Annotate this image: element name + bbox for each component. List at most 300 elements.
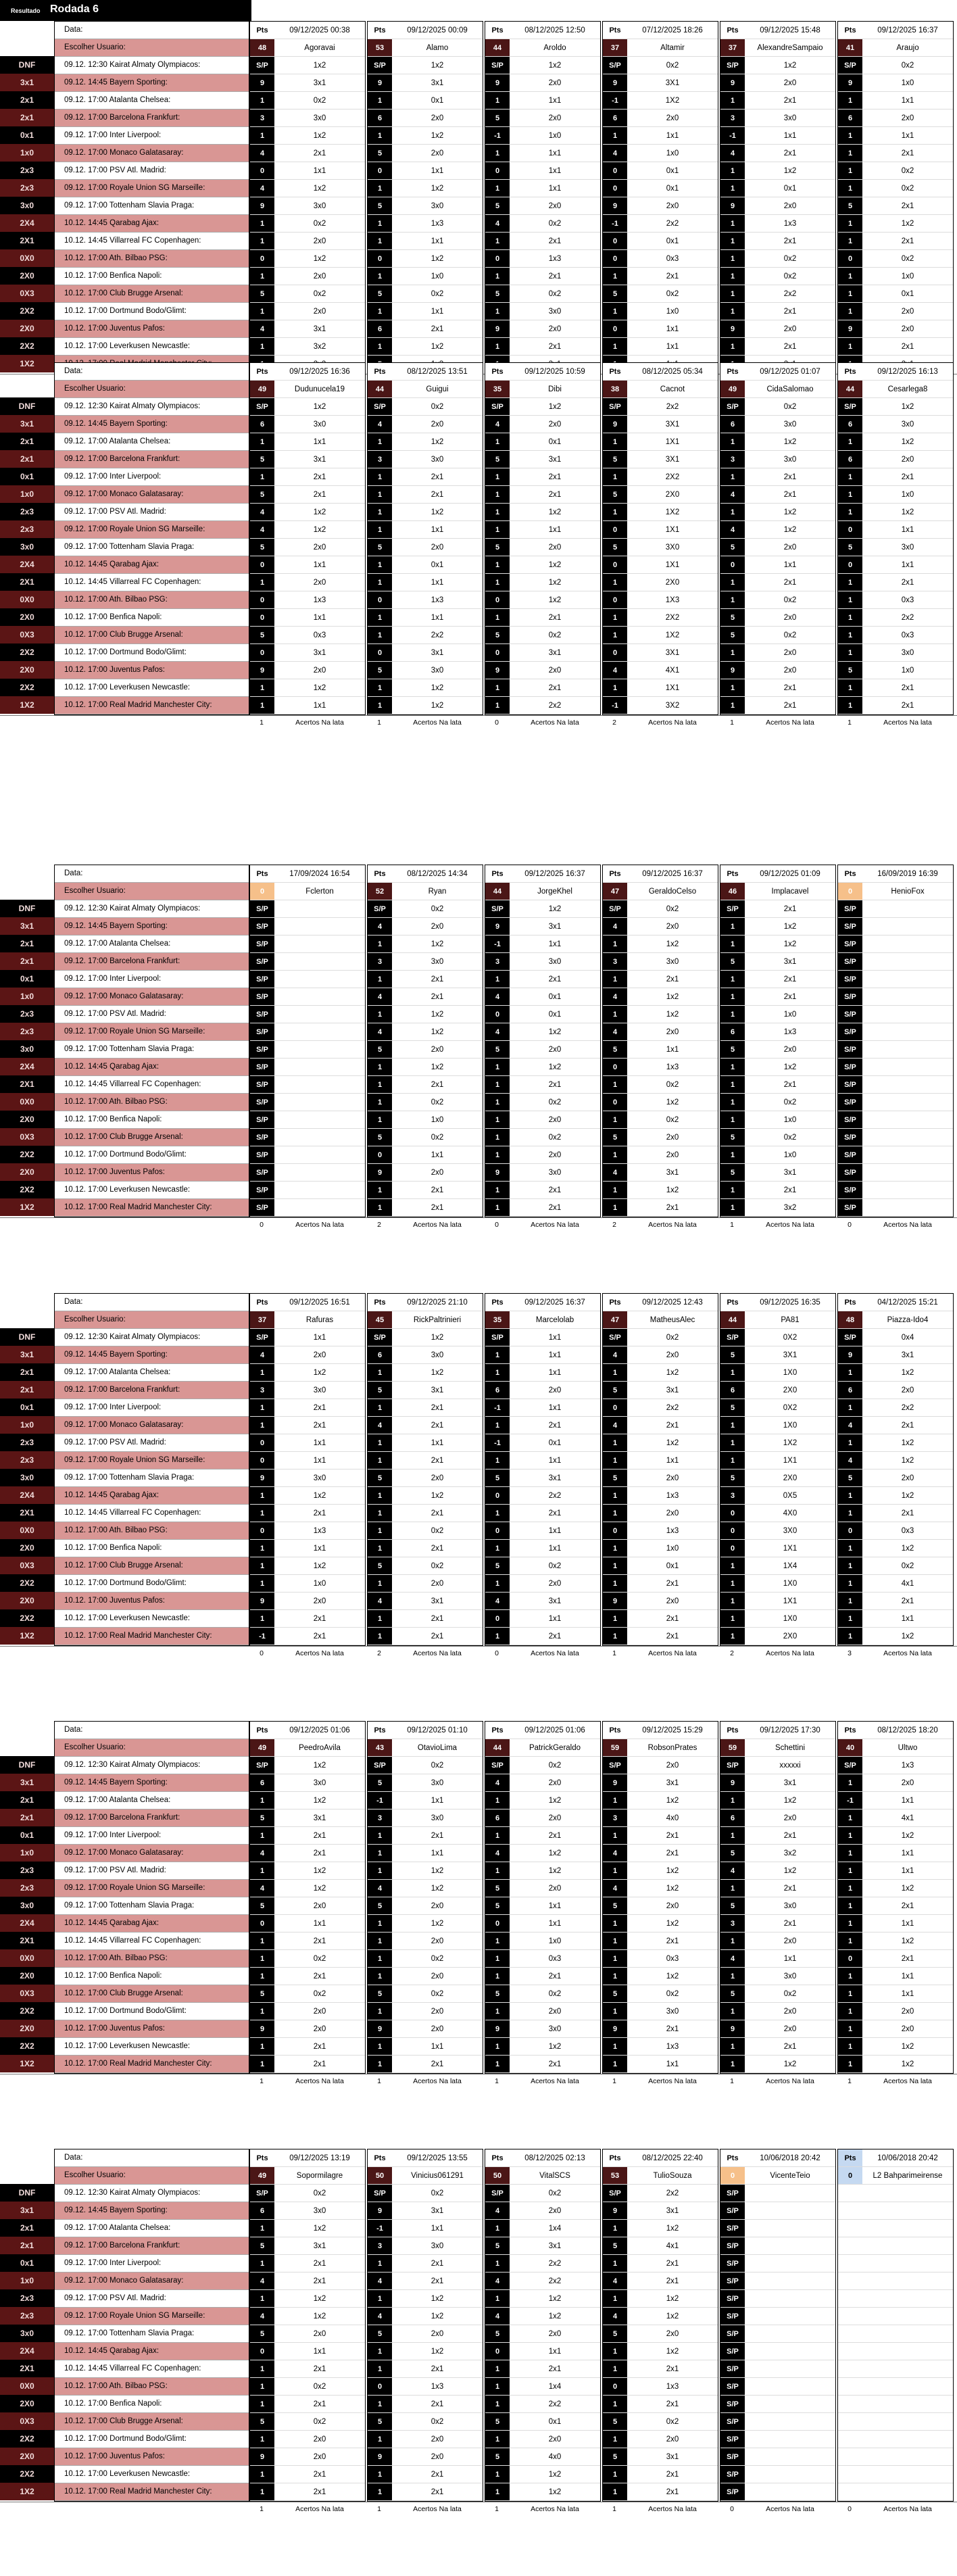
prediction-row bbox=[485, 1522, 600, 1540]
player-name[interactable]: MatheusAlec bbox=[649, 1316, 695, 1324]
prediction-points: S/P bbox=[838, 1111, 862, 1128]
prediction-score: 1x4 bbox=[548, 2225, 562, 2233]
prediction-score bbox=[745, 2413, 835, 2430]
prediction-points: 5 bbox=[485, 285, 510, 302]
prediction-score: 1x1 bbox=[548, 1527, 562, 1535]
prediction-row bbox=[485, 1023, 600, 1041]
prediction-points: 0 bbox=[603, 180, 627, 197]
game-row: 09.12. 17:00 Tottenham Slavia Praga: bbox=[55, 1897, 249, 1915]
prediction-row bbox=[485, 1774, 600, 1792]
prediction-points: 1 bbox=[250, 303, 274, 320]
prediction-score: 1X1 bbox=[783, 1597, 798, 1605]
player-date-row bbox=[720, 363, 835, 381]
prediction-row bbox=[368, 1346, 483, 1364]
prediction-row bbox=[720, 1968, 835, 1985]
result-label-cell: 1x0 bbox=[0, 2272, 54, 2289]
prediction-points: 0 bbox=[838, 250, 862, 267]
prediction-row bbox=[485, 1968, 600, 1985]
prediction-row bbox=[603, 320, 718, 338]
prediction-score: 1x2 bbox=[431, 1334, 444, 1342]
prediction-points: 4 bbox=[250, 1845, 274, 1862]
prediction-points: 1 bbox=[250, 2220, 274, 2237]
player-user-row[interactable] bbox=[720, 381, 835, 398]
game-row: 09.12. 17:00 Royale Union SG Marseille: bbox=[55, 1023, 249, 1041]
player-date-row bbox=[603, 1294, 718, 1311]
user-select-label[interactable]: Escolher Usuario: bbox=[55, 1739, 249, 1757]
prediction-score bbox=[862, 1041, 953, 1058]
prediction-score bbox=[745, 2378, 835, 2395]
user-select-label[interactable]: Escolher Usuario: bbox=[55, 1311, 249, 1329]
player-date: 09/12/2025 01:10 bbox=[407, 1726, 468, 1734]
player-user-row[interactable] bbox=[720, 2167, 835, 2185]
prediction-row bbox=[603, 1146, 718, 1164]
prediction-score: 0x2 bbox=[783, 596, 797, 604]
prediction-score: 4x1 bbox=[666, 2242, 679, 2250]
player-name[interactable]: PeedroAvila bbox=[299, 1744, 341, 1752]
prediction-row bbox=[603, 2003, 718, 2020]
prediction-row bbox=[603, 1792, 718, 1809]
prediction-row bbox=[838, 127, 953, 145]
prediction-score: 1x1 bbox=[901, 561, 914, 569]
user-select-label[interactable]: Escolher Usuario: bbox=[55, 883, 249, 900]
prediction-score: 2x0 bbox=[901, 2025, 914, 2033]
player-name[interactable]: L2 Bahparimeirense bbox=[873, 2172, 943, 2180]
player-name[interactable]: TulioSouza bbox=[653, 2172, 692, 2180]
prediction-points: 1 bbox=[838, 486, 862, 503]
player-name[interactable]: VicenteTeio bbox=[770, 2172, 810, 2180]
prediction-row bbox=[485, 197, 600, 215]
player-name[interactable]: Cesarlega8 bbox=[887, 385, 928, 393]
prediction-score: 2x1 bbox=[901, 237, 914, 245]
player-date: 09/12/2025 00:38 bbox=[289, 26, 350, 34]
prediction-points: S/P bbox=[250, 1023, 274, 1040]
prediction-row bbox=[603, 250, 718, 268]
prediction-row bbox=[720, 504, 835, 521]
prediction-points: 1 bbox=[250, 2360, 274, 2377]
prediction-points: 1 bbox=[838, 1809, 862, 1826]
prediction-points: 1 bbox=[838, 2038, 862, 2055]
prediction-score: 1x1 bbox=[901, 1615, 914, 1623]
player-name[interactable]: Alamo bbox=[426, 44, 449, 52]
player-date-row bbox=[368, 363, 483, 381]
prediction-score: 2x1 bbox=[431, 2260, 444, 2268]
prediction-row bbox=[250, 609, 365, 627]
prediction-row bbox=[485, 1880, 600, 1897]
prediction-row bbox=[250, 1041, 365, 1059]
prediction-points: 1 bbox=[838, 1628, 862, 1645]
player-user-row[interactable] bbox=[838, 381, 953, 398]
prediction-row bbox=[720, 2056, 835, 2073]
player-user-row[interactable] bbox=[250, 2167, 365, 2185]
player-column bbox=[720, 2149, 836, 2502]
prediction-points: 0 bbox=[838, 521, 862, 538]
prediction-row bbox=[250, 1076, 365, 1094]
prediction-points: 1 bbox=[838, 697, 862, 714]
prediction-points: 0 bbox=[720, 1505, 745, 1522]
game-row: 10.12. 17:00 Benfica Napoli: bbox=[55, 1968, 249, 1985]
prediction-points: 1 bbox=[603, 1006, 627, 1023]
prediction-row bbox=[250, 1522, 365, 1540]
player-user-row[interactable] bbox=[485, 1311, 600, 1329]
prediction-row bbox=[368, 574, 483, 591]
player-user-row[interactable] bbox=[720, 1739, 835, 1757]
prediction-row bbox=[720, 2003, 835, 2020]
prediction-score: 2x1 bbox=[313, 2488, 326, 2496]
player-user-row[interactable] bbox=[368, 1311, 483, 1329]
prediction-score: 1x2 bbox=[548, 579, 562, 587]
prediction-score: 1X3 bbox=[665, 596, 680, 604]
player-user-row[interactable] bbox=[603, 883, 718, 900]
prediction-row bbox=[250, 1610, 365, 1628]
prediction-score: 2x0 bbox=[313, 2330, 326, 2338]
player-name[interactable]: VitalSCS bbox=[539, 2172, 570, 2180]
prediction-row bbox=[250, 486, 365, 504]
player-user-row[interactable] bbox=[485, 381, 600, 398]
player-name[interactable]: Araujo bbox=[896, 44, 919, 52]
prediction-row bbox=[368, 1862, 483, 1880]
prediction-points: 5 bbox=[838, 1469, 862, 1486]
player-name[interactable]: RickPaltrinieri bbox=[413, 1316, 462, 1324]
player-user-row[interactable] bbox=[838, 39, 953, 57]
player-user-row[interactable] bbox=[250, 883, 365, 900]
acertos-label: Acertos Na lata bbox=[766, 719, 814, 727]
game-row: 09.12. 17:00 Atalanta Chelsea: bbox=[55, 1364, 249, 1382]
prediction-row bbox=[250, 918, 365, 935]
prediction-row bbox=[603, 2483, 718, 2501]
player-user-row[interactable] bbox=[368, 2167, 483, 2185]
prediction-score: 2x0 bbox=[783, 325, 797, 333]
prediction-row bbox=[720, 1915, 835, 1933]
prediction-score bbox=[862, 2431, 953, 2448]
prediction-score: 2x1 bbox=[666, 2025, 679, 2033]
prediction-points: 1 bbox=[838, 338, 862, 355]
player-user-row[interactable] bbox=[250, 1739, 365, 1757]
player-name[interactable]: Marcelolab bbox=[535, 1316, 574, 1324]
prediction-row bbox=[720, 1399, 835, 1417]
prediction-row bbox=[838, 679, 953, 697]
player-name[interactable]: Dibi bbox=[548, 385, 562, 393]
player-name[interactable]: Agoravai bbox=[304, 44, 335, 52]
acertos-cell bbox=[367, 2074, 483, 2088]
prediction-row bbox=[368, 521, 483, 539]
player-name[interactable]: Altamir bbox=[660, 44, 685, 52]
prediction-points: S/P bbox=[603, 1329, 627, 1346]
player-name[interactable]: Fclerton bbox=[305, 888, 334, 896]
prediction-score: 2x0 bbox=[783, 666, 797, 675]
pts-header: Pts bbox=[609, 26, 621, 34]
prediction-score: 1x1 bbox=[313, 1439, 326, 1447]
player-user-row[interactable] bbox=[368, 1739, 483, 1757]
prediction-row bbox=[603, 1950, 718, 1968]
prediction-score: 2x0 bbox=[431, 923, 444, 931]
prediction-row bbox=[368, 2202, 483, 2220]
player-total: 43 bbox=[368, 1739, 392, 1756]
prediction-row bbox=[485, 1469, 600, 1487]
prediction-score: 1X0 bbox=[783, 1421, 798, 1430]
player-name[interactable]: Schettini bbox=[775, 1744, 806, 1752]
prediction-score: 1x1 bbox=[313, 167, 326, 175]
prediction-row bbox=[368, 2413, 483, 2431]
prediction-points: 1 bbox=[368, 1575, 392, 1592]
prediction-points: 4 bbox=[838, 1417, 862, 1434]
player-date-row bbox=[838, 22, 953, 39]
player-total: 37 bbox=[250, 1311, 274, 1328]
prediction-row bbox=[485, 1399, 600, 1417]
player-user-row[interactable] bbox=[603, 1739, 718, 1757]
player-block bbox=[0, 1721, 957, 2087]
acertos-label: Acertos Na lata bbox=[648, 2505, 697, 2513]
player-user-row[interactable] bbox=[603, 2167, 718, 2185]
prediction-row bbox=[603, 1469, 718, 1487]
player-total: 50 bbox=[485, 2167, 510, 2184]
prediction-points: 1 bbox=[603, 679, 627, 696]
prediction-points: 4 bbox=[250, 1880, 274, 1897]
pts-header: Pts bbox=[256, 870, 268, 878]
prediction-score: 2x1 bbox=[431, 1081, 444, 1089]
games-column bbox=[54, 1721, 249, 2074]
prediction-points: 9 bbox=[720, 74, 745, 91]
player-user-row[interactable] bbox=[250, 1311, 365, 1329]
prediction-points: 3 bbox=[603, 1809, 627, 1826]
prediction-row bbox=[250, 2325, 365, 2343]
prediction-row bbox=[603, 679, 718, 697]
player-user-row[interactable] bbox=[485, 39, 600, 57]
prediction-points: 0 bbox=[603, 1522, 627, 1539]
prediction-points: 1 bbox=[838, 268, 862, 285]
prediction-points: 1 bbox=[838, 215, 862, 232]
game-row: 09.12. 14:45 Bayern Sporting: bbox=[55, 416, 249, 433]
game-row: 09.12. 17:00 Royale Union SG Marseille: bbox=[55, 2308, 249, 2325]
prediction-points: 5 bbox=[368, 1129, 392, 1146]
player-user-row[interactable] bbox=[250, 381, 365, 398]
prediction-row bbox=[603, 2413, 718, 2431]
player-user-row[interactable] bbox=[368, 883, 483, 900]
player-name[interactable]: Cacnot bbox=[660, 385, 685, 393]
prediction-row bbox=[485, 679, 600, 697]
prediction-row bbox=[368, 1575, 483, 1593]
prediction-score: 1X2 bbox=[665, 508, 680, 516]
prediction-row bbox=[720, 110, 835, 127]
prediction-points: 9 bbox=[720, 662, 745, 679]
player-date-row bbox=[250, 865, 365, 883]
player-name[interactable]: Ultwo bbox=[898, 1744, 918, 1752]
prediction-row bbox=[720, 215, 835, 233]
prediction-row bbox=[368, 2038, 483, 2056]
prediction-score: 3x0 bbox=[431, 1814, 444, 1822]
prediction-row bbox=[720, 468, 835, 486]
prediction-score: 0x2 bbox=[548, 1134, 562, 1142]
prediction-score: 1x2 bbox=[666, 1867, 679, 1875]
player-date-row bbox=[250, 1722, 365, 1739]
prediction-score: 1x2 bbox=[666, 1797, 679, 1805]
game-row: 10.12. 17:00 Juventus Pafos: bbox=[55, 1164, 249, 1182]
prediction-points: 1 bbox=[485, 2003, 510, 2020]
prediction-points: 5 bbox=[368, 1985, 392, 2002]
prediction-row bbox=[838, 935, 953, 953]
player-user-row[interactable] bbox=[720, 39, 835, 57]
prediction-row bbox=[720, 250, 835, 268]
prediction-score: 1x2 bbox=[548, 508, 562, 516]
player-name[interactable]: Sopormilagre bbox=[296, 2172, 343, 2180]
acertos-label: Acertos Na lata bbox=[883, 1649, 932, 1657]
player-user-row[interactable] bbox=[250, 39, 365, 57]
prediction-row bbox=[720, 416, 835, 433]
prediction-points: 1 bbox=[720, 1968, 745, 1985]
player-user-row[interactable] bbox=[368, 381, 483, 398]
user-select-label[interactable]: Escolher Usuario: bbox=[55, 2167, 249, 2185]
prediction-points: 1 bbox=[603, 468, 627, 485]
prediction-score: 1x2 bbox=[901, 1457, 914, 1465]
prediction-row bbox=[603, 2448, 718, 2466]
prediction-points: 0 bbox=[485, 2343, 510, 2360]
player-name[interactable]: GeraldoCelso bbox=[648, 888, 697, 896]
prediction-row bbox=[250, 1111, 365, 1129]
prediction-row bbox=[720, 1346, 835, 1364]
result-label-cell: 2X2 bbox=[0, 1574, 54, 1592]
result-label-cell: 2X4 bbox=[0, 556, 54, 573]
player-name[interactable]: CidaSalomao bbox=[766, 385, 814, 393]
player-date-row bbox=[838, 2149, 953, 2167]
player-name[interactable]: Vinicius061291 bbox=[411, 2172, 464, 2180]
prediction-row bbox=[250, 1845, 365, 1862]
pts-header: Pts bbox=[374, 26, 386, 34]
prediction-row bbox=[720, 1417, 835, 1434]
player-user-row[interactable] bbox=[603, 381, 718, 398]
prediction-points bbox=[838, 2360, 862, 2377]
result-label-cell: 2X2 bbox=[0, 2002, 54, 2020]
prediction-row bbox=[720, 1628, 835, 1645]
prediction-points: S/P bbox=[485, 1329, 510, 1346]
player-name[interactable]: Guigui bbox=[426, 385, 449, 393]
game-row: 09.12. 17:00 Monaco Galatasaray: bbox=[55, 1417, 249, 1434]
prediction-points: 1 bbox=[603, 1862, 627, 1879]
prediction-points: 3 bbox=[250, 110, 274, 126]
prediction-points: 9 bbox=[838, 320, 862, 337]
player-user-row[interactable] bbox=[838, 883, 953, 900]
prediction-score: 1x1 bbox=[431, 237, 444, 245]
player-user-row[interactable] bbox=[485, 2167, 600, 2185]
player-date: 09/12/2025 01:06 bbox=[289, 1726, 350, 1734]
player-user-row[interactable] bbox=[720, 1311, 835, 1329]
player-user-row[interactable] bbox=[603, 1311, 718, 1329]
prediction-row bbox=[485, 1346, 600, 1364]
prediction-points: -1 bbox=[603, 215, 627, 232]
player-user-row[interactable] bbox=[603, 39, 718, 57]
player-name[interactable]: PatrickGeraldo bbox=[529, 1744, 581, 1752]
prediction-points: S/P bbox=[838, 57, 862, 74]
prediction-points: S/P bbox=[250, 398, 274, 415]
player-name[interactable]: AlexandreSampaio bbox=[757, 44, 823, 52]
prediction-points: 1 bbox=[485, 92, 510, 109]
player-user-row[interactable] bbox=[485, 883, 600, 900]
prediction-row bbox=[720, 1950, 835, 1968]
prediction-row bbox=[368, 900, 483, 918]
player-name[interactable]: Rafuras bbox=[305, 1316, 334, 1324]
prediction-row bbox=[250, 1417, 365, 1434]
user-select-label[interactable]: Escolher Usuario: bbox=[55, 381, 249, 398]
player-user-row[interactable] bbox=[368, 39, 483, 57]
prediction-points: 9 bbox=[720, 1774, 745, 1791]
prediction-score: 2x1 bbox=[783, 1920, 797, 1928]
acertos-label: Acertos Na lata bbox=[413, 1221, 462, 1229]
prediction-points: 1 bbox=[603, 2396, 627, 2412]
prediction-row bbox=[603, 1915, 718, 1933]
user-select-label[interactable]: Escolher Usuario: bbox=[55, 39, 249, 57]
player-name[interactable]: Dudunucela19 bbox=[294, 385, 345, 393]
player-user-row[interactable] bbox=[838, 1739, 953, 1757]
prediction-score: 1X2 bbox=[783, 1439, 798, 1447]
prediction-points: 1 bbox=[250, 2466, 274, 2483]
prediction-score: 1x2 bbox=[548, 2488, 562, 2496]
player-name[interactable]: Aroldo bbox=[543, 44, 566, 52]
prediction-score: 0x2 bbox=[783, 255, 797, 263]
prediction-score: 1x0 bbox=[666, 1545, 679, 1553]
prediction-points: 4 bbox=[603, 1417, 627, 1434]
player-user-row[interactable] bbox=[838, 1311, 953, 1329]
prediction-score: 2x1 bbox=[783, 975, 797, 983]
prediction-points: 5 bbox=[485, 2413, 510, 2430]
prediction-points: 1 bbox=[838, 1774, 862, 1791]
prediction-score: 1x1 bbox=[431, 1849, 444, 1857]
player-name[interactable]: Ryan bbox=[428, 888, 447, 896]
result-label-cell: 2x3 bbox=[0, 179, 54, 197]
prediction-points: 5 bbox=[838, 197, 862, 214]
player-user-row[interactable] bbox=[720, 883, 835, 900]
prediction-points: 1 bbox=[368, 2483, 392, 2500]
prediction-score: 2X0 bbox=[783, 1632, 798, 1641]
prediction-points: S/P bbox=[720, 2325, 745, 2342]
prediction-row bbox=[603, 180, 718, 197]
prediction-points: 1 bbox=[368, 1628, 392, 1645]
player-name[interactable]: Piazza-Ido4 bbox=[887, 1316, 929, 1324]
player-total: 44 bbox=[720, 1311, 745, 1328]
player-name[interactable]: OtavioLima bbox=[417, 1744, 458, 1752]
player-name[interactable]: JorgeKhel bbox=[537, 888, 572, 896]
prediction-points: 3 bbox=[485, 953, 510, 970]
result-label-cell: 2X4 bbox=[0, 1058, 54, 1075]
prediction-points: 1 bbox=[368, 1827, 392, 1844]
prediction-score: 1x2 bbox=[548, 1797, 562, 1805]
player-total: 45 bbox=[368, 1311, 392, 1328]
prediction-points: 1 bbox=[250, 697, 274, 714]
prediction-points: 6 bbox=[720, 416, 745, 433]
prediction-points: 0 bbox=[485, 162, 510, 179]
result-label-cell: 2X0 bbox=[0, 320, 54, 337]
prediction-points: 5 bbox=[838, 662, 862, 679]
player-name[interactable]: HenioFox bbox=[891, 888, 925, 896]
prediction-row bbox=[368, 1041, 483, 1059]
prediction-row bbox=[720, 1933, 835, 1950]
player-name[interactable]: RobsonPrates bbox=[647, 1744, 697, 1752]
prediction-score: 2x1 bbox=[548, 272, 562, 281]
prediction-score: 1x1 bbox=[666, 1046, 679, 1054]
prediction-row bbox=[838, 988, 953, 1006]
prediction-score: 3x0 bbox=[548, 2025, 562, 2033]
player-name[interactable]: PA81 bbox=[781, 1316, 800, 1324]
player-user-row[interactable] bbox=[838, 2167, 953, 2185]
player-name[interactable]: Implacavel bbox=[771, 888, 809, 896]
prediction-row bbox=[838, 2448, 953, 2466]
player-user-row[interactable] bbox=[485, 1739, 600, 1757]
prediction-row bbox=[838, 285, 953, 303]
acertos-count: 2 bbox=[377, 1649, 381, 1657]
prediction-points: 1 bbox=[603, 268, 627, 285]
prediction-row bbox=[368, 303, 483, 320]
acertos-label: Acertos Na lata bbox=[413, 2505, 462, 2513]
prediction-row bbox=[485, 556, 600, 574]
prediction-row bbox=[368, 2220, 483, 2237]
prediction-row bbox=[838, 1774, 953, 1792]
